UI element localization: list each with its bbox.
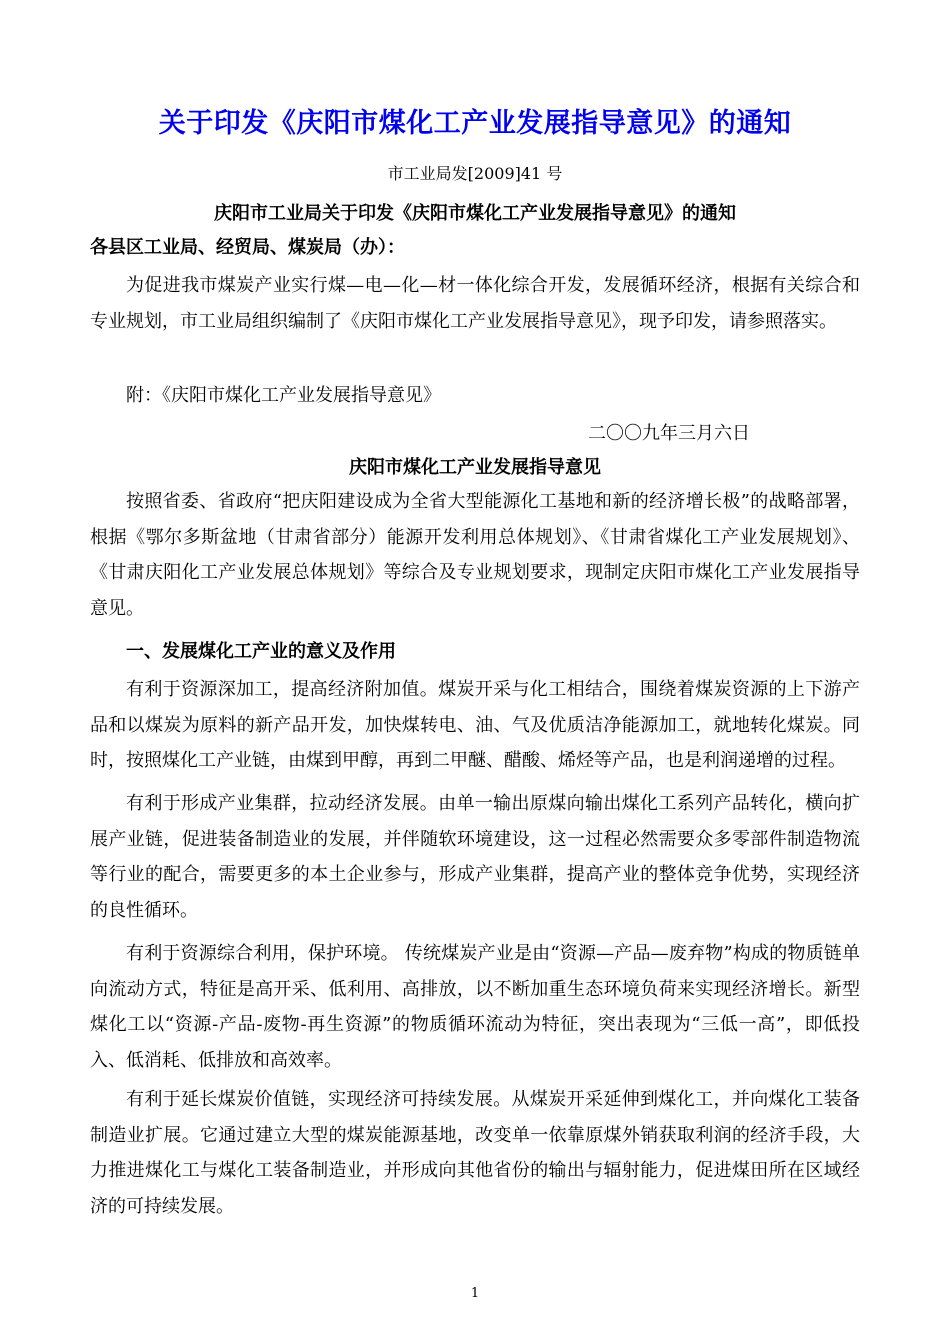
body-paragraph: 有利于形成产业集群，拉动经济发展。由单一输出原煤向输出煤化工系列产品转化，横向扩展产业链，促进装备制造业的发展，并伴随软环境建设，这一过程必然需要众多零部件制造物流等行业的配合，需要更多的本土企业参与，形成产业集群，提高产业的整体竞争优势，实现经济的良性循环。: [90, 793, 860, 921]
body-paragraph: 有利于资源深加工，提高经济附加值。煤炭开采与化工相结合，围绕着煤炭资源的上下游产品和以煤炭为原料的新产品开发，加快煤转电、油、气及优质洁净能源加工，就地转化煤炭。同时，按照煤化工产业链，由煤到甲醇，再到二甲醚、醋酸、烯烃等产品，也是利润递增的过程。: [90, 679, 860, 771]
document-title: 关于印发《庆阳市煤化工产业发展指导意见》的通知: [158, 108, 792, 139]
attachment-line: 附：《庆阳市煤化工产业发展指导意见》: [126, 385, 441, 406]
page-number: 1: [470, 1286, 480, 1301]
section-intro-paragraph: 按照省委、省政府“把庆阳建设成为全省大型能源化工基地和新的经济增长极”的战略部署，根据《鄂尔多斯盆地（甘肃省部分）能源开发利用总体规划》、《甘肃省煤化工产业发展规划》、《甘肃庆阳化工产业发展总体规划》等综合及专业规划要求，现制定庆阳市煤化工产业发展指导意见。: [90, 491, 860, 619]
document-number: 市工业局发[2009]41 号: [387, 164, 563, 183]
recipients-line: 各县区工业局、经贸局、煤炭局（办）：: [90, 237, 405, 258]
heading-significance: 一、发展煤化工产业的意义及作用: [126, 641, 396, 662]
issue-date: 二〇〇九年三月六日: [588, 423, 750, 444]
intro-paragraph: 为促进我市煤炭产业实行煤—电—化—材一体化综合开发，发展循环经济，根据有关综合和专业规划，市工业局组织编制了《庆阳市煤化工产业发展指导意见》，现予印发，请参照落实。: [90, 275, 860, 332]
body-paragraph: 有利于延长煤炭价值链，实现经济可持续发展。从煤炭开采延伸到煤化工，并向煤化工装备制造业扩展。它通过建立大型的煤炭能源基地，改变单一依靠原煤外销获取利润的经济手段，大力推进煤化工与煤化工装备制造业，并形成向其他省份的输出与辐射能力，促进煤田所在区域经济的可持续发展。: [90, 1089, 860, 1217]
section-title: 庆阳市煤化工产业发展指导意见: [349, 457, 601, 478]
notice-subtitle: 庆阳市工业局关于印发《庆阳市煤化工产业发展指导意见》的通知: [214, 203, 736, 224]
body-paragraph: 有利于资源综合利用，保护环境。 传统煤炭产业是由“资源—产品—废弃物”构成的物质链单向流动方式，特征是高开采、低利用、高排放，以不断加重生态环境负荷来实现经济增长。新型煤化工以“资源-产品-废物-再生资源”的物质循环流动为特征，突出表现为“三低一高”，即低投入、低消耗、低排放和高效率。: [90, 943, 860, 1071]
